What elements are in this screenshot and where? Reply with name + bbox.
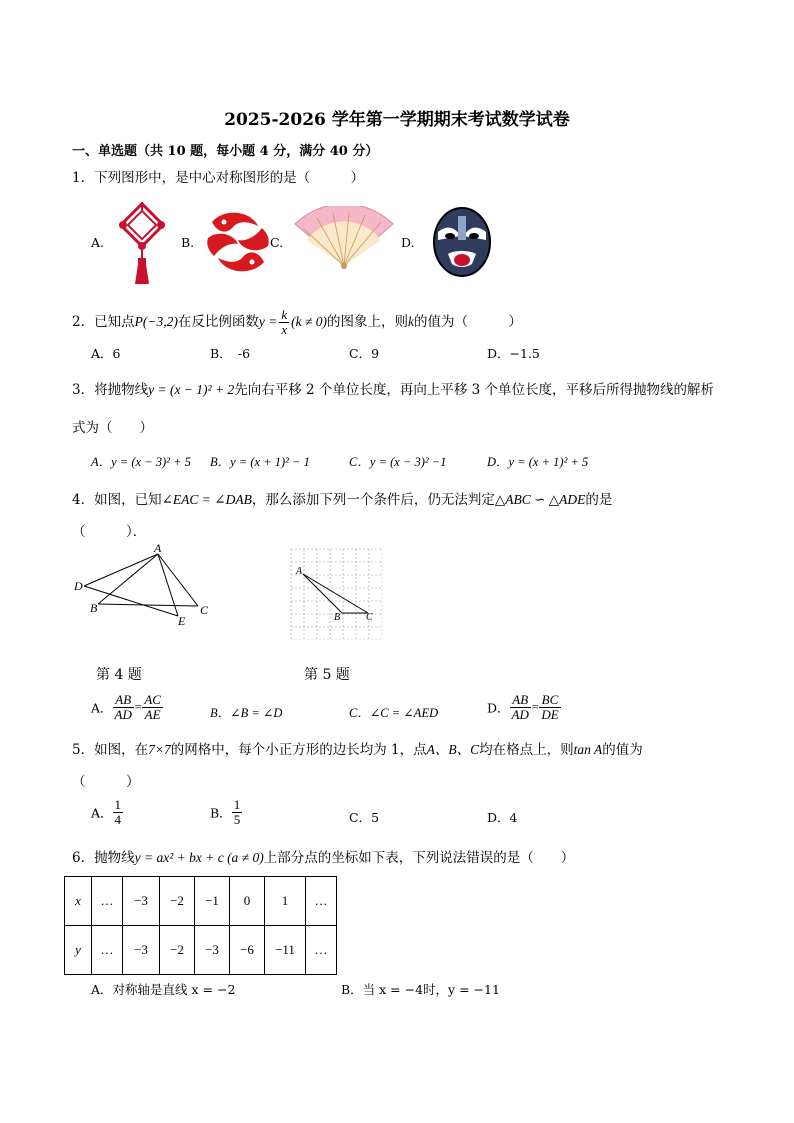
fig5-label-b: B [334, 612, 341, 623]
table-cell: … [92, 926, 123, 975]
chinese-knot-image [117, 202, 167, 286]
q3-stem-b: 先向右平移 2 个单位长度，再向上平移 3 个单位长度，平移后所得抛物线的解析 [234, 382, 715, 398]
fig4-label-d: D [74, 579, 83, 593]
q5-stem-d: 的值为 [602, 742, 643, 758]
q1-option-b-label: B. [181, 235, 195, 250]
q5-tan: tan A [573, 742, 603, 757]
double-fish-papercut-image [204, 208, 272, 276]
q4-option-b: B．∠B = ∠D [210, 706, 283, 720]
table-cell: … [92, 877, 123, 926]
q5-stem-c: 均在格点上，则 [479, 742, 574, 758]
q2-condition: (k ≠ 0) [291, 314, 327, 329]
q5-option-a-frac [113, 798, 124, 827]
q5-option-a [91, 798, 123, 827]
q2-point: P(−3,2) [134, 314, 178, 329]
q5-option-b-num: 1 [233, 797, 241, 812]
table-cell: 0 [230, 877, 265, 926]
q3-stem-a: 3．将抛物线 [72, 382, 149, 398]
q4-stem-b: ，那么添加下列一个条件后，仍无法判定 [251, 492, 495, 508]
q3-option-a: A．y = (x − 3)² + 5 [91, 455, 191, 469]
q3-option-d: D．y = (x + 1)² + 5 [487, 455, 589, 469]
q5-stem-a: 5．如图，在 [72, 742, 149, 758]
q6-expression: y = ax² + bx + c (a ≠ 0) [134, 850, 264, 865]
q4-option-a-frac1 [113, 693, 134, 722]
q5-option-d: D．4 [487, 810, 518, 825]
q4-option-d-frac1 [510, 693, 531, 722]
q1-option-a-label: A. [91, 235, 105, 250]
q5-option-a-den: 4 [114, 812, 122, 827]
q2-fraction-denominator: x [281, 322, 288, 337]
fig5-label-c: C [366, 612, 373, 623]
q4-option-d-frac2 [539, 693, 560, 722]
q4-option-a-frac2-den: AE [144, 707, 161, 722]
table-cell: −3 [195, 926, 230, 975]
q5-grid-size: 7×7 [148, 742, 171, 757]
q4-option-a-frac1-den: AD [114, 707, 132, 722]
q5-option-a-num: 1 [114, 797, 122, 812]
q2-function: y = [258, 314, 278, 329]
q4-option-a-frac2 [142, 693, 163, 722]
table-cell: −1 [195, 877, 230, 926]
q6-option-b: B．当 x = −4时，y = −11 [341, 982, 500, 997]
q4-similarity: △ABC ∽ △ADE [494, 492, 586, 507]
folding-fan-image [293, 206, 395, 270]
fig4-label-e: E [178, 614, 186, 628]
q4-option-d: D． $\frac{AB}{AD}$ = $\frac{BC}{DE}$ [487, 692, 559, 722]
q6-stem-b: 上部分点的坐标如下表，下列说法错误的是（ ） [263, 850, 575, 866]
fig5-label-a: A [296, 566, 303, 577]
q4-option-a-label: A． [91, 700, 113, 716]
q6-value-table [64, 876, 337, 975]
q5-option-b-den: 5 [233, 812, 241, 827]
q4-stem-line1 [72, 488, 612, 508]
q4-stem-c: 的是 [585, 492, 613, 508]
q2-stem [72, 308, 522, 337]
q4-option-d-frac1-den: AD [511, 707, 529, 722]
q2-stem-b: 在反比例函数 [177, 314, 259, 330]
q3-stem-line1 [72, 378, 714, 398]
q3-expression: y = (x − 1)² + 2 [148, 382, 235, 397]
q2-option-c: C．9 [349, 346, 380, 361]
q2-option-d: D．−1.5 [487, 346, 540, 361]
q1-option-d-label: D. [401, 235, 415, 250]
q3-option-b: B．y = (x + 1)² − 1 [210, 455, 310, 469]
q3-stem-line2: 式为（ ） [72, 420, 153, 436]
q2-option-a: A．6 [91, 346, 121, 361]
q5-option-a-label: A． [91, 805, 113, 821]
table-cell: x [65, 877, 92, 926]
table-cell: −3 [123, 877, 160, 926]
section-heading: 一、单选题（共 10 题，每小题 4 分，满分 40 分） [72, 144, 379, 159]
table-cell: −6 [230, 926, 265, 975]
fig4-label-b: B [90, 601, 98, 615]
q6-stem [72, 846, 574, 866]
q2-stem-c: 的图象上，则 [327, 314, 408, 330]
q4-option-d-frac2-den: DE [541, 707, 559, 722]
figure-5-caption: 第 5 题 [304, 667, 350, 683]
figure-5-grid [290, 548, 382, 640]
q5-stem-b: 的网格中，每个小正方形的边长均为 1，点 [170, 742, 427, 758]
fig4-label-a: A [154, 542, 162, 555]
table-cell: 1 [265, 877, 306, 926]
table-cell: … [306, 877, 337, 926]
table-cell: −11 [265, 926, 306, 975]
q4-option-d-label: D． [487, 700, 510, 716]
q5-stem-line2: （ ） [72, 774, 140, 790]
q5-points: A、B、C [426, 742, 480, 757]
table-row [65, 926, 337, 975]
opera-mask-image [430, 206, 494, 278]
q2-stem-d: 的值为（ ） [414, 314, 522, 330]
table-cell: … [306, 926, 337, 975]
q4-stem-a: 4．如图，已知 [72, 492, 162, 508]
q6-stem-a: 6．抛物线 [72, 850, 135, 866]
q4-stem-line2: （ ）． [72, 524, 147, 540]
figure-4-caption: 第 4 题 [96, 667, 142, 683]
q2-fraction [279, 308, 289, 337]
q2-fraction-numerator: k [281, 307, 288, 322]
q5-option-b-label: B． [210, 805, 232, 821]
q4-option-c: C．∠C = ∠AED [349, 706, 439, 720]
q4-option-a-frac2-num: AC [144, 692, 161, 707]
q2-option-b: B． -6 [210, 346, 251, 361]
q1-option-c-label: C. [270, 235, 284, 250]
table-cell: −2 [160, 926, 195, 975]
q5-stem-line1 [72, 738, 643, 758]
table-cell: −2 [160, 877, 195, 926]
fig4-label-c: C [200, 603, 209, 617]
q2-variable: k [408, 314, 414, 329]
q2-stem-a: 2．已知点 [72, 314, 135, 330]
q4-option-d-frac1-num: AB [510, 693, 531, 708]
table-cell: −3 [123, 926, 160, 975]
q4-option-a-frac1-num: AB [113, 693, 134, 708]
q5-option-b-frac [232, 798, 243, 827]
q4-option-d-frac2-num: BC [539, 693, 560, 708]
q4-option-a: A． $\frac{AB}{AD}$ = $\frac{AC}{AE}$ [91, 692, 161, 722]
q5-option-c: C．5 [349, 810, 380, 825]
q3-option-c: C．y = (x − 3)² −1 [349, 455, 447, 469]
q1-stem: 1．下列图形中，是中心对称图形的是（ ） [72, 170, 365, 186]
q6-option-a: A．对称轴是直线 x = −2 [91, 982, 236, 997]
page-title: 2025-2026 学年第一学期期末考试数学试卷 [224, 110, 570, 130]
q5-option-b [210, 798, 242, 827]
q4-condition: ∠EAC = ∠DAB [161, 492, 252, 507]
table-row [65, 877, 337, 926]
table-cell: y [65, 926, 92, 975]
figure-4-triangles [70, 542, 220, 628]
